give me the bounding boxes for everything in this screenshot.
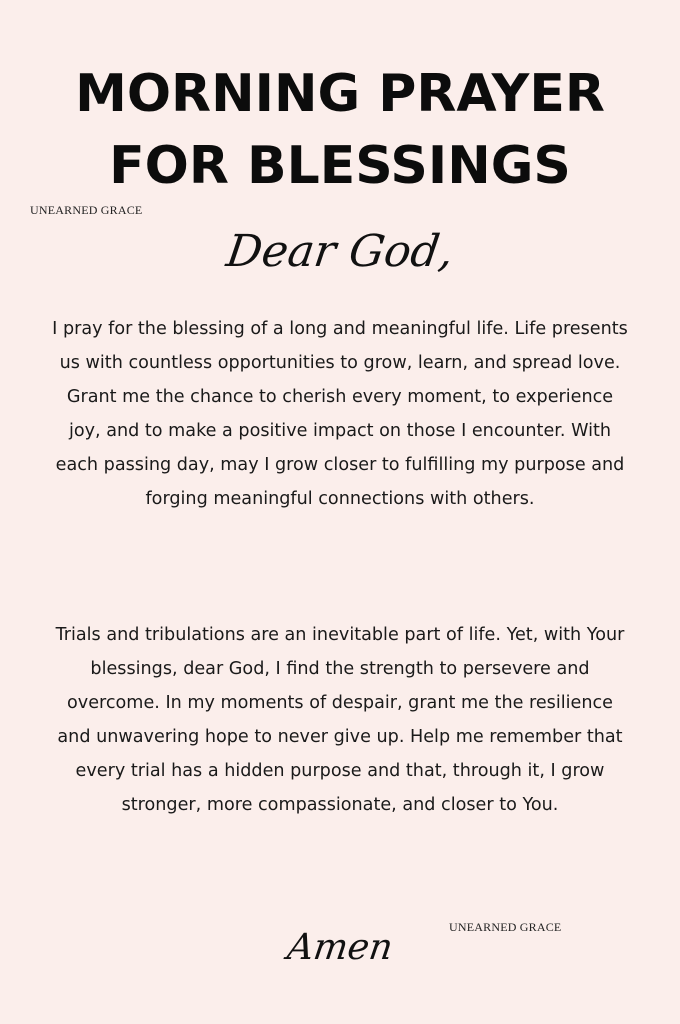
prayer-paragraph-2: Trials and tribulations are an inevitable part of life. Yet, with Your blessings, dear God, I find the strength to persevere and overcome. In my moments of despair, grant me the resilience and unwavering hope to never give up. Help me remember that every trial has a hidden purpose and that, through it, I grow stronger, more compassionate, and closer to You. xyxy=(55,625,625,815)
watermark-top: UNEARNED GRACE xyxy=(30,203,143,217)
page-title xyxy=(0,58,680,202)
prayer-paragraph-1: I pray for the blessing of a long and meaningful life. Life presents us with countless opportunities to grow, learn, and spread love. Grant me the chance to cherish every moment, to experience joy, and to make a positive impact on those I encounter. With each passing day, may I grow closer to fulfilling my purpose and forging meaningful connections with others. xyxy=(52,319,628,509)
closing-amen: Amen xyxy=(284,927,396,968)
title-line-1: MORNING PRAYER xyxy=(75,64,605,124)
title-line-2: FOR BLESSINGS xyxy=(109,136,571,196)
watermark-bottom: UNEARNED GRACE xyxy=(449,920,562,934)
salutation: Dear God, xyxy=(223,226,457,277)
